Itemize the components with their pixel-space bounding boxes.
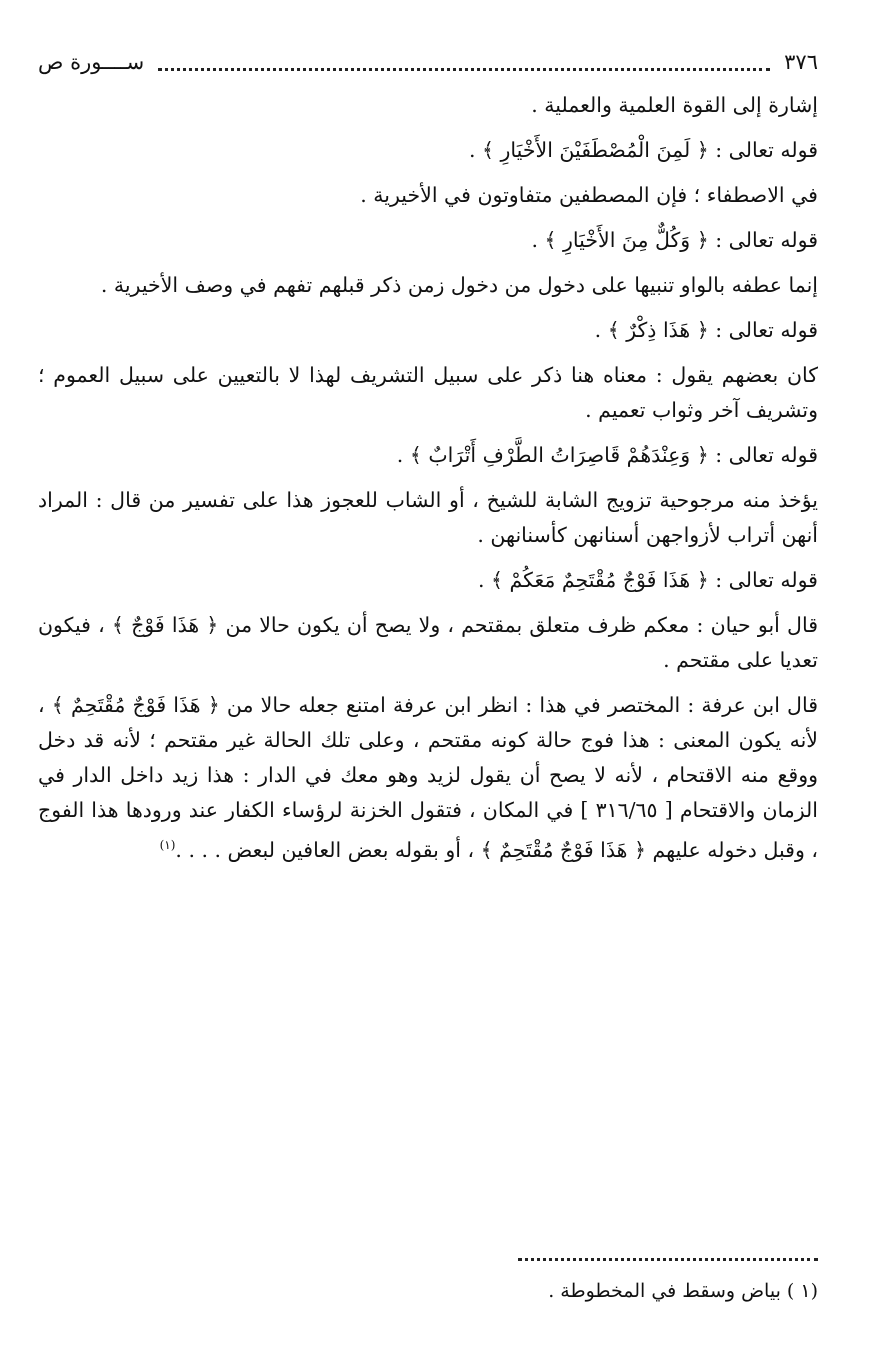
header-dotted-rule (158, 54, 770, 71)
verse-heading: قوله تعالى : ﴿ هَذَا فَوْجٌ مُقْتَحِمٌ مَعَكُمْ ﴾ . (477, 568, 818, 592)
paragraph: قال أبو حيان : معكم ظرف متعلق بمقتحم ، ولا يصح أن يكون حالا من ﴿ هَذَا فَوْجٌ ﴾ ، فيكون تعديا على مقتحم . (38, 613, 818, 672)
paragraph: كان بعضهم يقول : معناه هنا ذكر على سبيل التشريف لهذا لا بالتعيين على سبيل العموم ؛ وتشريف آخر وثواب تعميم . (38, 363, 818, 422)
paragraph-text: قال ابن عرفة : المختصر في هذا : انظر ابن عرفة امتنع جعله حالا من ﴿ هَذَا فَوْجٌ مُقْتَحِمٌ ﴾ ، لأنه يكون المعنى : هذا فوج حالة كونه مقتحم ، وعلى تلك الحالة غير مقتحم ؛ لأنه قد دخل ووقع منه الاقتحام ، لأنه لا يصح أن يقول لزيد وهو معك في الدار : هذا زيد داخل الدار في الزمان والاقتحام [ ٣١٦/٦٥ ] في المكان ، فتقول الخزنة لرؤساء الكفار عند ورودها هذا الفوج ، وقبل دخوله عليهم ﴿ هَذَا فَوْجٌ مُقْتَحِمٌ ﴾ ، أو بقوله بعض العافين لبعض . . . . (38, 693, 818, 862)
page (38, 42, 818, 1352)
paragraph (38, 688, 818, 868)
verse-heading: قوله تعالى : ﴿ لَمِنَ الْمُصْطَفَيْنَ الأَخْيَارِ ﴾ . (468, 138, 818, 162)
paragraph: إنما عطفه بالواو تنبيها على دخول من دخول زمن ذكر قبلهم تفهم في وصف الأخيرية . (100, 273, 818, 297)
footnote-reference[interactable]: (١) (159, 838, 176, 852)
footnote: (١ ) بياض وسقط في المخطوطة . (548, 1280, 818, 1302)
paragraph: يؤخذ منه مرجوحية تزويج الشابة للشيخ ، أو الشاب للعجوز هذا على تفسير من قال : المراد أنهن أتراب لأزواجهن أسنانهن كأسنانهن . (38, 488, 818, 547)
page-number: ٣٧٦ (784, 50, 818, 74)
surah-title: ســــورة ص (38, 50, 145, 74)
paragraph: إشارة إلى القوة العلمية والعملية . (531, 93, 818, 117)
main-text (38, 88, 818, 878)
verse-heading: قوله تعالى : ﴿ وَكُلٌّ مِنَ الأَخْيَارِ ﴾ . (531, 228, 818, 252)
verse-heading: قوله تعالى : ﴿ هَذَا ذِكْرٌ ﴾ . (594, 318, 818, 342)
footnote-separator (518, 1258, 818, 1261)
running-header (38, 42, 818, 82)
verse-heading: قوله تعالى : ﴿ وَعِنْدَهُمْ قَاصِرَاتُ الطَّرْفِ أَتْرَابٌ ﴾ . (396, 443, 818, 467)
paragraph: في الاصطفاء ؛ فإن المصطفين متفاوتون في الأخيرية . (360, 183, 818, 207)
